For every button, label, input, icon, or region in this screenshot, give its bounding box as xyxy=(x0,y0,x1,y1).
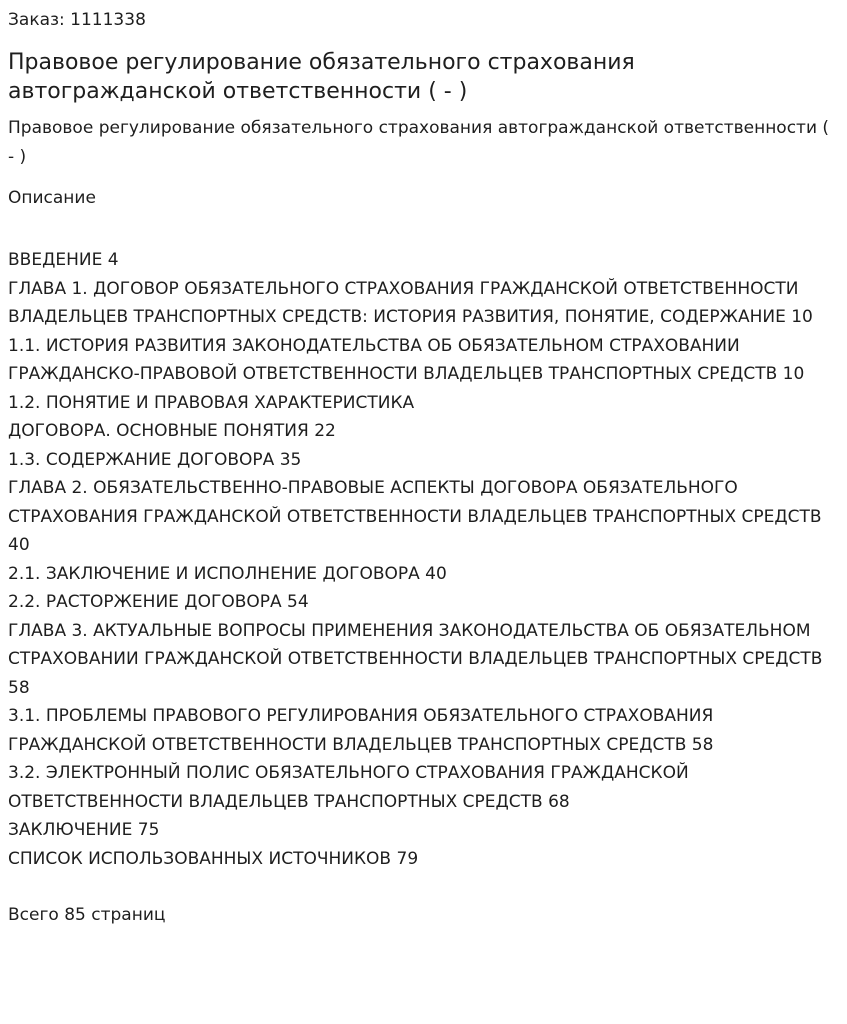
toc-line: 1.3. СОДЕРЖАНИЕ ДОГОВОРА 35 xyxy=(8,449,302,470)
toc-line: ВВЕДЕНИЕ 4 xyxy=(8,250,119,270)
table-of-contents xyxy=(8,246,839,873)
toc-line: 1.2. ПОНЯТИЕ И ПРАВОВАЯ ХАРАКТЕРИСТИКА xyxy=(8,392,415,413)
toc-line: 3.1. ПРОБЛЕМЫ ПРАВОВОГО РЕГУЛИРОВАНИЯ ОБЯЗАТЕЛЬНОГО СТРАХОВАНИЯ ГРАЖДАНСКОЙ ОТВЕТСТВЕННОСТИ ВЛАДЕЛЬЦЕВ ТРАНСПОРТНЫХ СРЕДСТВ 58 xyxy=(8,706,714,755)
page-subtitle: Правовое регулирование обязательного страхования автогражданской ответственности ( - ) xyxy=(8,118,830,167)
toc-line: СПИСОК ИСПОЛЬЗОВАННЫХ ИСТОЧНИКОВ 79 xyxy=(8,848,419,869)
toc-line: ГЛАВА 2. ОБЯЗАТЕЛЬСТВЕННО-ПРАВОВЫЕ АСПЕКТЫ ДОГОВОРА ОБЯЗАТЕЛЬНОГО СТРАХОВАНИЯ ГРАЖДАНСКОЙ ОТВЕТСТВЕННОСТИ ВЛАДЕЛЬЦЕВ ТРАНСПОРТНЫХ СРЕДСТВ 40 xyxy=(8,478,822,555)
description-heading: Описание xyxy=(8,188,96,208)
toc-line: ДОГОВОРА. ОСНОВНЫЕ ПОНЯТИЯ 22 xyxy=(8,421,336,441)
page-title: Правовое регулирование обязательного страхования автогражданской ответственности ( - ) xyxy=(8,50,635,104)
toc-line: 3.2. ЭЛЕКТРОННЫЙ ПОЛИС ОБЯЗАТЕЛЬНОГО СТРАХОВАНИЯ ГРАЖДАНСКОЙ ОТВЕТСТВЕННОСТИ ВЛАДЕЛЬЦЕВ ТРАНСПОРТНЫХ СРЕДСТВ 68 xyxy=(8,763,689,812)
toc-line: ГЛАВА 3. АКТУАЛЬНЫЕ ВОПРОСЫ ПРИМЕНЕНИЯ ЗАКОНОДАТЕЛЬСТВА ОБ ОБЯЗАТЕЛЬНОМ СТРАХОВАНИИ ГРАЖДАНСКОЙ ОТВЕТСТВЕННОСТИ ВЛАДЕЛЬЦЕВ ТРАНСПОРТНЫХ СРЕДСТВ 58 xyxy=(8,620,823,698)
toc-line: ЗАКЛЮЧЕНИЕ 75 xyxy=(8,820,160,840)
order-number: Заказ: 1111338 xyxy=(8,10,146,30)
toc-line: 2.2. РАСТОРЖЕНИЕ ДОГОВОРА 54 xyxy=(8,592,309,612)
total-pages: Всего 85 страниц xyxy=(8,905,166,925)
toc-line: 1.1. ИСТОРИЯ РАЗВИТИЯ ЗАКОНОДАТЕЛЬСТВА ОБ ОБЯЗАТЕЛЬНОМ СТРАХОВАНИИ ГРАЖДАНСКО-ПРАВОВОЙ ОТВЕТСТВЕННОСТИ ВЛАДЕЛЬЦЕВ ТРАНСПОРТНЫХ СРЕДСТВ 10 xyxy=(8,335,805,384)
toc-line: ГЛАВА 1. ДОГОВОР ОБЯЗАТЕЛЬНОГО СТРАХОВАНИЯ ГРАЖДАНСКОЙ ОТВЕТСТВЕННОСТИ ВЛАДЕЛЬЦЕВ ТРАНСПОРТНЫХ СРЕДСТВ: ИСТОРИЯ РАЗВИТИЯ, ПОНЯТИЕ, СОДЕРЖАНИЕ 10 xyxy=(8,278,813,327)
toc-line: 2.1. ЗАКЛЮЧЕНИЕ И ИСПОЛНЕНИЕ ДОГОВОРА 40 xyxy=(8,563,447,584)
